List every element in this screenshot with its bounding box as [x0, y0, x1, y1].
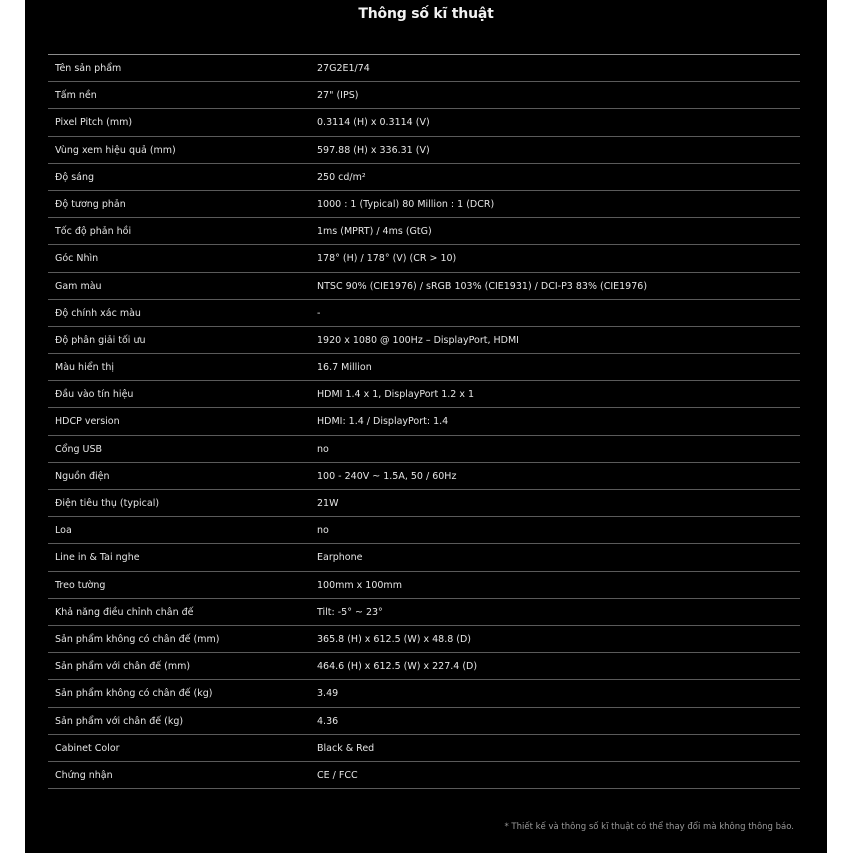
spec-value: HDMI 1.4 x 1, DisplayPort 1.2 x 1 [317, 389, 475, 401]
table-row [48, 327, 800, 354]
spec-value: 27G2E1/74 [317, 63, 370, 74]
spec-label: HDCP version [55, 416, 120, 428]
table-row [48, 164, 800, 191]
table-row [48, 544, 800, 571]
spec-value: 250 cd/m² [317, 171, 366, 183]
spec-label: Tên sản phẩm [55, 63, 122, 74]
spec-value: - [317, 307, 321, 319]
table-row [48, 436, 800, 463]
spec-value: 0.3114 (H) x 0.3114 (V) [317, 117, 430, 129]
spec-value: 464.6 (H) x 612.5 (W) x 227.4 (D) [317, 661, 478, 673]
spec-table [48, 54, 800, 789]
spec-value: 1920 x 1080 @ 100Hz – DisplayPort, HDMI [317, 334, 519, 346]
spec-label: Gam màu [55, 280, 102, 292]
spec-label: Độ chính xác màu [55, 307, 141, 319]
table-row [48, 55, 800, 82]
spec-value: 100mm x 100mm [317, 579, 402, 591]
table-row [48, 735, 800, 762]
spec-label: Khả năng điều chỉnh chân đế [55, 606, 194, 618]
spec-label: Tốc độ phản hồi [55, 226, 132, 238]
spec-panel [25, 0, 827, 853]
footnote: * Thiết kế và thông số kĩ thuật có thể thay đổi mà không thông báo. [504, 822, 794, 832]
spec-label: Sản phẩm không có chân đế (kg) [55, 688, 213, 700]
spec-label: Góc Nhìn [55, 253, 99, 265]
spec-label: Độ tương phản [55, 198, 126, 210]
table-row [48, 626, 800, 653]
table-row [48, 762, 800, 789]
table-row [48, 517, 800, 544]
spec-value: 3.49 [317, 688, 339, 700]
table-row [48, 109, 800, 136]
spec-label: Sản phẩm không có chân đế (mm) [55, 633, 220, 645]
spec-label: Cổng USB [55, 443, 103, 455]
spec-label: Độ sáng [55, 171, 95, 183]
spec-label: Cabinet Color [55, 742, 120, 754]
spec-label: Nguồn điện [55, 470, 110, 482]
spec-value: 1000 : 1 (Typical) 80 Million : 1 (DCR) [317, 198, 495, 210]
spec-value: 178° (H) / 178° (V) (CR > 10) [317, 253, 457, 265]
spec-value: Earphone [317, 552, 363, 564]
table-row [48, 218, 800, 245]
page-title: Thông số kĩ thuật [358, 6, 494, 22]
spec-value: 1ms (MPRT) / 4ms (GtG) [317, 226, 432, 238]
spec-value: NTSC 90% (CIE1976) / sRGB 103% (CIE1931) / DCI-P3 83% (CIE1976) [317, 280, 648, 292]
spec-label: Chứng nhận [55, 769, 113, 781]
spec-value: 597.88 (H) x 336.31 (V) [317, 144, 430, 156]
table-row [48, 137, 800, 164]
table-row [48, 463, 800, 490]
spec-label: Treo tường [55, 579, 106, 591]
spec-label: Độ phân giải tối ưu [55, 334, 146, 346]
spec-label: Vùng xem hiệu quả (mm) [55, 144, 176, 156]
spec-label: Sản phẩm với chân đế (mm) [55, 661, 191, 673]
table-row [48, 408, 800, 435]
spec-value: no [317, 443, 329, 455]
table-row [48, 599, 800, 626]
spec-value: 21W [317, 498, 339, 509]
spec-label: Sản phẩm với chân đế (kg) [55, 715, 184, 727]
spec-label: Pixel Pitch (mm) [55, 117, 133, 129]
table-row [48, 82, 800, 109]
spec-value: no [317, 525, 329, 537]
table-row [48, 354, 800, 381]
spec-label: Line in & Tai nghe [55, 552, 140, 564]
spec-value: CE / FCC [317, 769, 358, 781]
table-row [48, 381, 800, 408]
spec-value: Black & Red [317, 742, 375, 754]
spec-label: Màu hiển thị [55, 362, 114, 374]
spec-value: 16.7 Million [317, 362, 372, 374]
table-row [48, 273, 800, 300]
table-row [48, 191, 800, 218]
spec-value: 27" (IPS) [317, 90, 359, 102]
table-row [48, 680, 800, 707]
spec-value: 4.36 [317, 715, 339, 727]
table-row [48, 300, 800, 327]
spec-label: Điện tiêu thụ (typical) [55, 498, 160, 509]
spec-value: HDMI: 1.4 / DisplayPort: 1.4 [317, 416, 449, 428]
table-row [48, 245, 800, 272]
table-row [48, 490, 800, 517]
spec-label: Loa [55, 525, 72, 537]
spec-label: Tấm nền [55, 90, 97, 102]
spec-label: Đầu vào tín hiệu [55, 389, 134, 401]
table-row [48, 708, 800, 735]
table-row [48, 572, 800, 599]
spec-value: 100 - 240V ~ 1.5A, 50 / 60Hz [317, 470, 457, 482]
spec-value: 365.8 (H) x 612.5 (W) x 48.8 (D) [317, 633, 472, 645]
table-row [48, 653, 800, 680]
spec-value: Tilt: -5° ~ 23° [317, 606, 383, 618]
